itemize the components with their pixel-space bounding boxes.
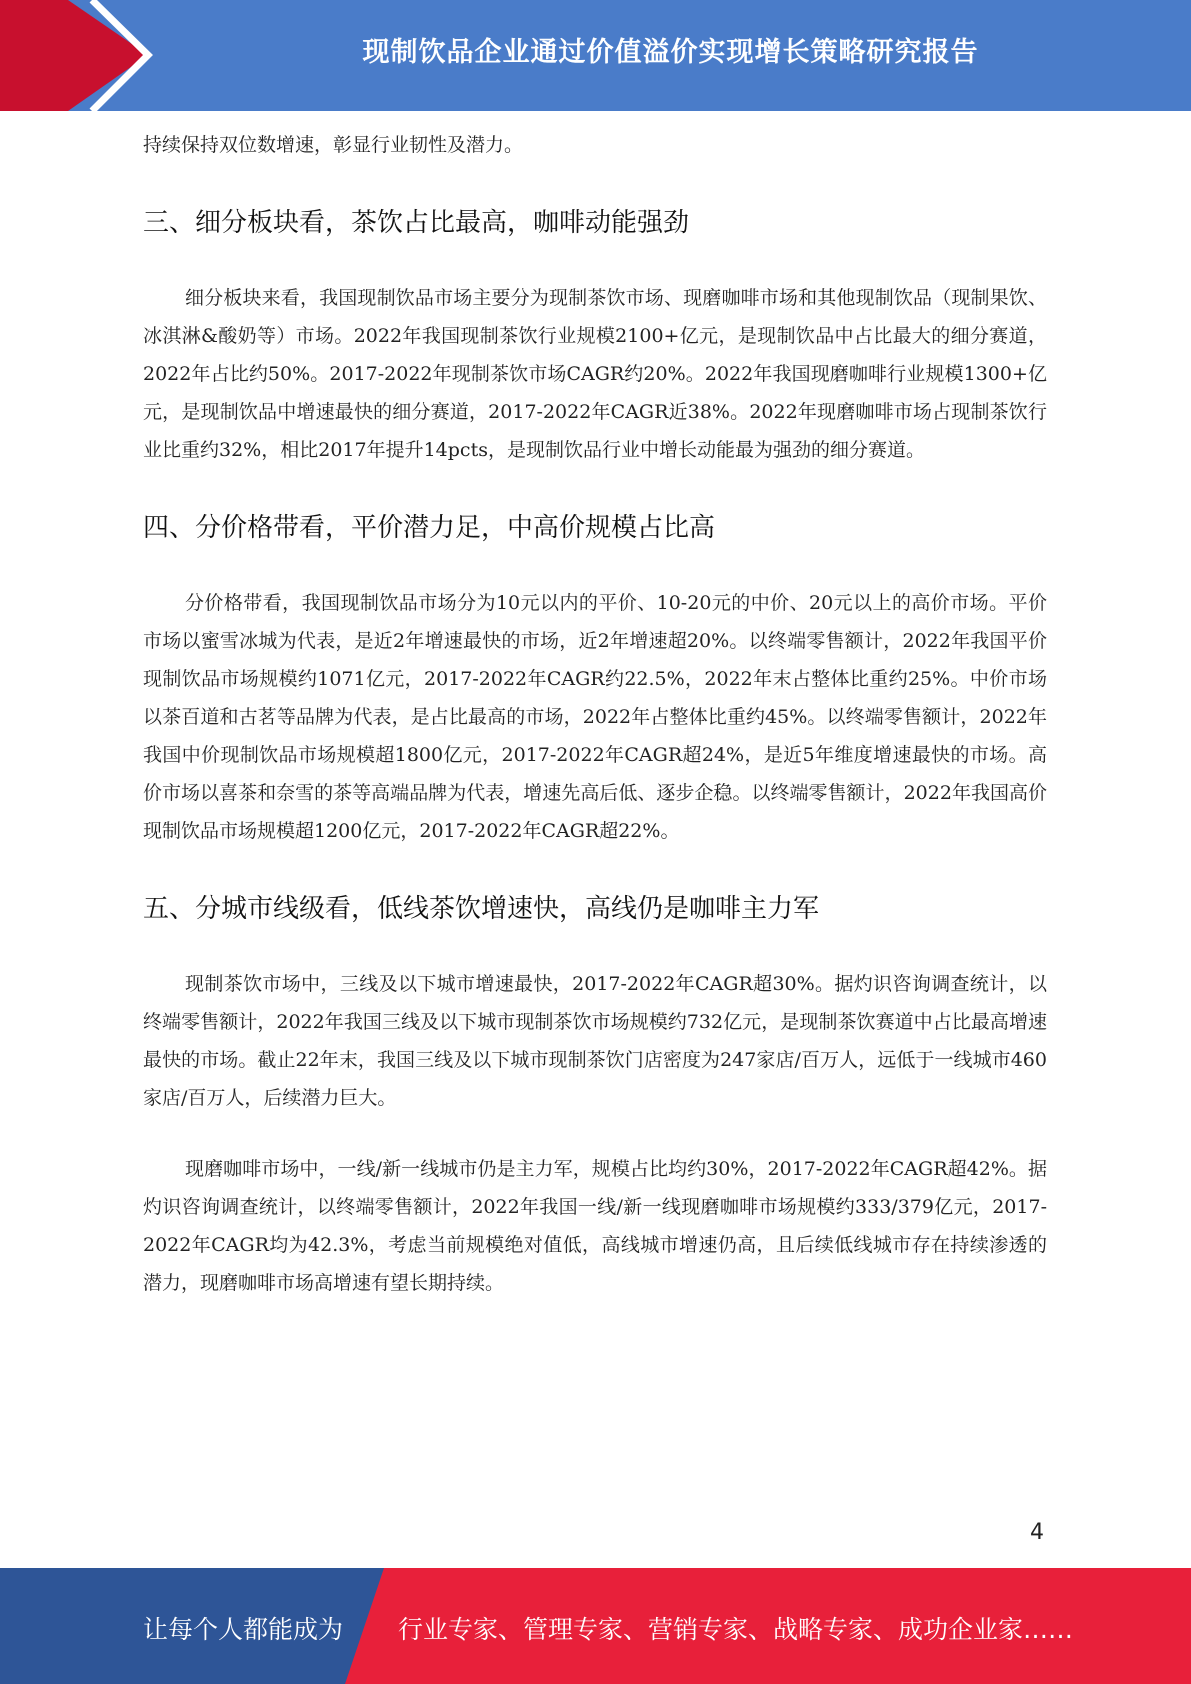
page-number: 4 [1030,1520,1044,1545]
section-3-heading: 三、细分板块看，茶饮占比最高，咖啡动能强劲 [143,208,690,238]
section-5-heading: 五、分城市线级看，低线茶饮增速快，高线仍是咖啡主力军 [143,894,820,924]
section-3-paragraph: 细分板块来看，我国现制饮品市场主要分为现制茶饮市场、现磨咖啡市场和其他现制饮品（现制果饮、冰淇淋&酸奶等）市场。2022年我国现制茶饮行业规模2100+亿元，是现制饮品中占比最大的细分赛道，2022年占比约50%。2017-2022年现制茶饮市场CAGR约20%。2022年我国现磨咖啡行业规模1300+亿元，是现制饮品中增速最快的细分赛道，2017-2022年CAGR近38%。2022年现磨咖啡市场占现制茶饮行业比重约32%，相比2017年提升14pcts，是现制饮品行业中增长动能最为强劲的细分赛道。 [143,287,1047,461]
page-header [0,0,1191,111]
intro-paragraph: 持续保持双位数增速，彰显行业韧性及潜力。 [143,134,524,156]
section-4-paragraph: 分价格带看，我国现制饮品市场分为10元以内的平价、10-20元的中价、20元以上的高价市场。平价市场以蜜雪冰城为代表，是近2年增速最快的市场，近2年增速超20%。以终端零售额计，2022年我国平价现制饮品市场规模约1071亿元，2017-2022年CAGR约22.5%，2022年末占整体比重约25%。中价市场以茶百道和古茗等品牌为代表，是占比最高的市场，2022年占整体比重约45%。以终端零售额计，2022年我国中价现制饮品市场规模超1800亿元，2017-2022年CAGR超24%，是近5年维度增速最快的市场。高价市场以喜茶和奈雪的茶等高端品牌为代表，增速先高后低、逐步企稳。以终端零售额计，2022年我国高价现制饮品市场规模超1200亿元，2017-2022年CAGR超22%。 [143,592,1047,842]
footer-slogan-right: 行业专家、管理专家、营销专家、战略专家、成功企业家…… [398,1615,1074,1644]
section-5-paragraph-2: 现磨咖啡市场中，一线/新一线城市仍是主力军，规模占比均约30%，2017-2022年CAGR超42%。据灼识咨询调查统计，以终端零售额计，2022年我国一线/新一线现磨咖啡市场规模约333/379亿元，2017-2022年CAGR均为42.3%，考虑当前规模绝对值低，高线城市增速仍高，且后续低线城市存在持续渗透的潜力，现磨咖啡市场高增速有望长期持续。 [143,1158,1047,1294]
section-5-paragraph-1: 现制茶饮市场中，三线及以下城市增速最快，2017-2022年CAGR超30%。据灼识咨询调查统计，以终端零售额计，2022年我国三线及以下城市现制茶饮市场规模约732亿元，是现制茶饮赛道中占比最高增速最快的市场。截止22年末，我国三线及以下城市现制茶饮门店密度为247家店/百万人，远低于一线城市460家店/百万人，后续潜力巨大。 [143,973,1047,1109]
footer-slogan-left: 让每个人都能成为 [143,1615,344,1644]
report-title: 现制饮品企业通过价值溢价实现增长策略研究报告 [362,37,979,68]
page-content [143,126,1047,1302]
page-footer [0,1568,1191,1684]
section-4-heading: 四、分价格带看，平价潜力足，中高价规模占比高 [143,513,716,543]
